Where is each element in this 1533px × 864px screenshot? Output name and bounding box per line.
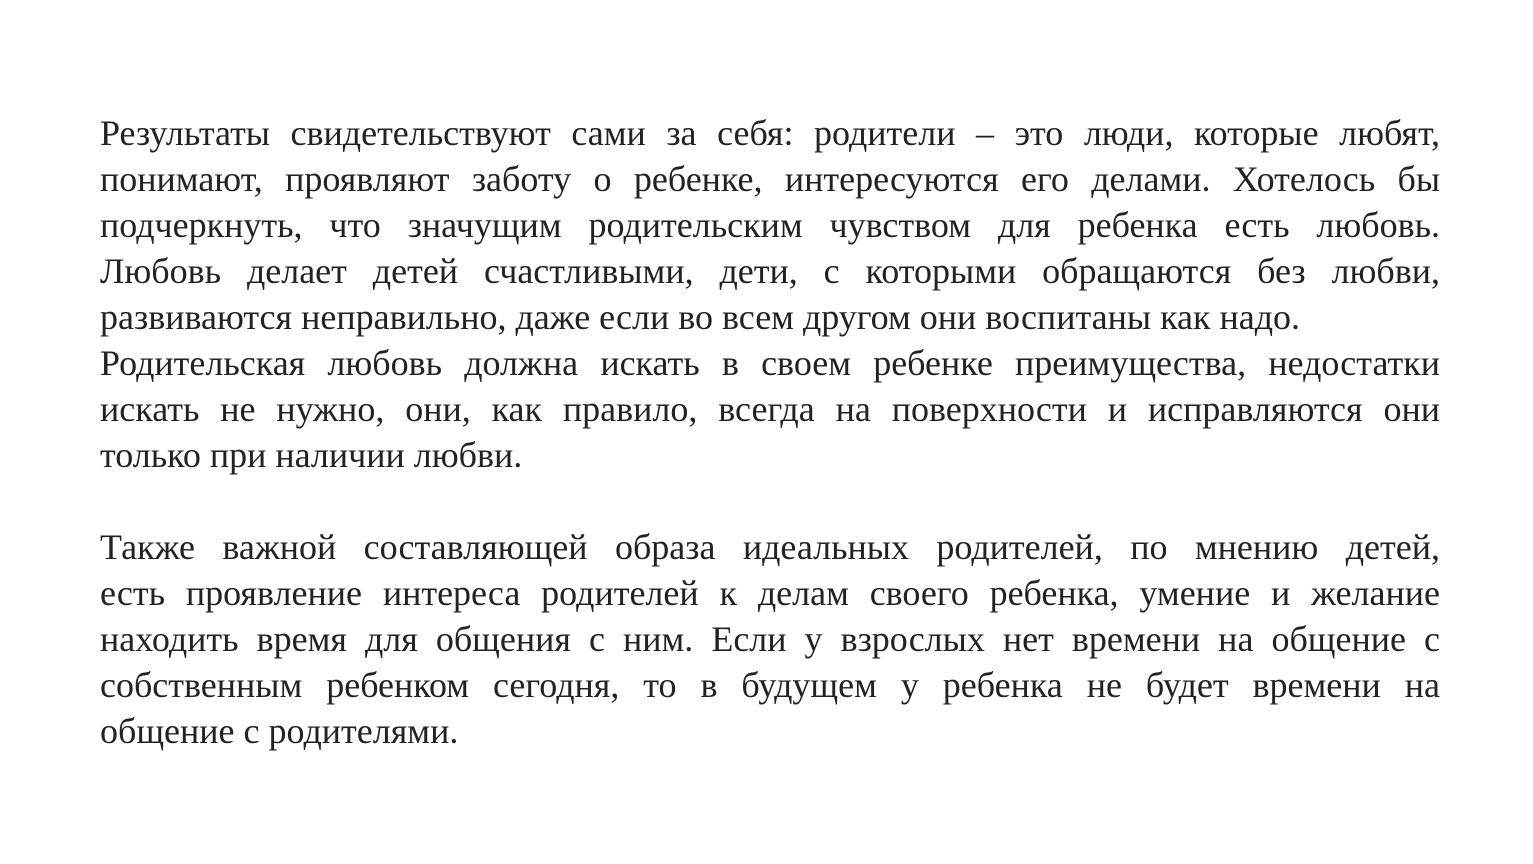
paragraph-line: Результаты свидетельствуют сами за себя: родители – это люди, которые любят, — [100, 113, 1440, 153]
paragraph-2 — [100, 524, 1440, 754]
paragraph-line: подчеркнуть, что значущим родительским чувством для ребенка есть любовь. — [100, 205, 1440, 245]
paragraph-line: общение с родителями. — [100, 711, 459, 751]
paragraph-line: понимают, проявляют заботу о ребенке, интересуются его делами. Хотелось бы — [100, 159, 1440, 199]
paragraph-line: только при наличии любви. — [100, 435, 523, 475]
paragraph-line: развиваются неправильно, даже если во всем другом они воспитаны как надо. — [100, 297, 1301, 337]
paragraph-line: есть проявление интереса родителей к делам своего ребенка, умение и желание — [100, 573, 1440, 613]
paragraph-line: Также важной составляющей образа идеальных родителей, по мнению детей, — [100, 527, 1440, 567]
paragraph-line: собственным ребенком сегодня, то в будущем у ребенка не будет времени на — [100, 665, 1440, 705]
paragraph-line: находить время для общения с ним. Если у взрослых нет времени на общение с — [100, 619, 1440, 659]
paragraph-line: Родительская любовь должна искать в своем ребенке преимущества, недостатки — [100, 343, 1440, 383]
paragraph-1 — [100, 110, 1440, 478]
paragraph-line: искать не нужно, они, как правило, всегда на поверхности и исправляются они — [100, 389, 1440, 429]
paragraph-line: Любовь делает детей счастливыми, дети, с которыми обращаются без любви, — [100, 251, 1440, 291]
